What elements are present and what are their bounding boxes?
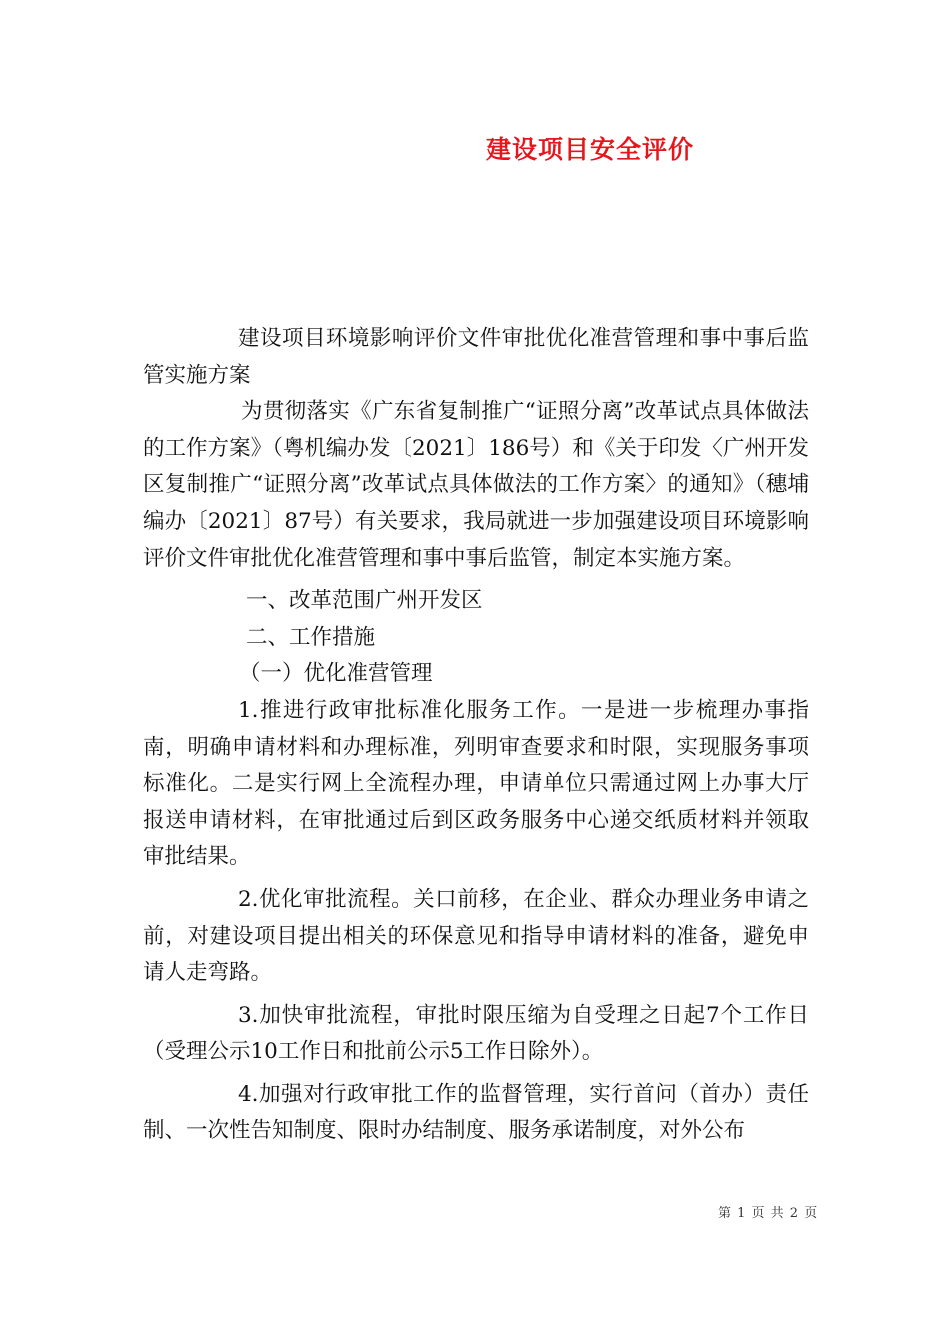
document-title: 建设项目安全评价 — [485, 135, 694, 164]
body-paragraph-intro: 为贯彻落实《广东省复制推广“证照分离”改革试点具体做法的工作方案》（粤机编办发〔2021〕186号）和《关于印发〈广州开发区复制推广“证照分离”改革试点具体做法的工作方案〉的通知》（穗埔编办〔2021〕87号）有关要求，我局就进一步加强建设项目环境影响评价文件审批优化准营管理和事中事后监管，制定本实施方案。 — [143, 399, 809, 571]
page-indicator: 第 1 页 共 2 页 — [718, 1206, 819, 1221]
list-item-2: 2.优化审批流程。关口前移，在企业、群众办理业务申请之前，对建设项目提出相关的环保意见和指导申请材料的准备，避免申请人走弯路。 — [143, 886, 809, 986]
section-heading-scope: 一、改革范围广州开发区 — [246, 588, 483, 614]
document-body — [143, 321, 809, 1150]
section-heading-measures: 二、工作措施 — [246, 624, 376, 650]
list-item-1: 1.推进行政审批标准化服务工作。一是进一步梳理办事指南，明确申请材料和办理标准，列明审查要求和时限，实现服务事项标准化。二是实行网上全流程办理，申请单位只需通过网上办事大厅报送申请材料，在审批通过后到区政务服务中心递交纸质材料并领取审批结果。 — [143, 697, 809, 870]
list-item-3: 3.加快审批流程，审批时限压缩为自受理之日起7个工作日（受理公示10工作日和批前公示5工作日除外）。 — [143, 1002, 809, 1065]
subsection-heading-optimize: （一）优化准营管理 — [239, 661, 433, 687]
body-heading-paragraph: 建设项目环境影响评价文件审批优化准营管理和事中事后监管实施方案 — [143, 326, 809, 388]
list-item-4: 4.加强对行政审批工作的监督管理，实行首问（首办）责任制、一次性告知制度、限时办结制度、服务承诺制度，对外公布 — [143, 1081, 809, 1144]
